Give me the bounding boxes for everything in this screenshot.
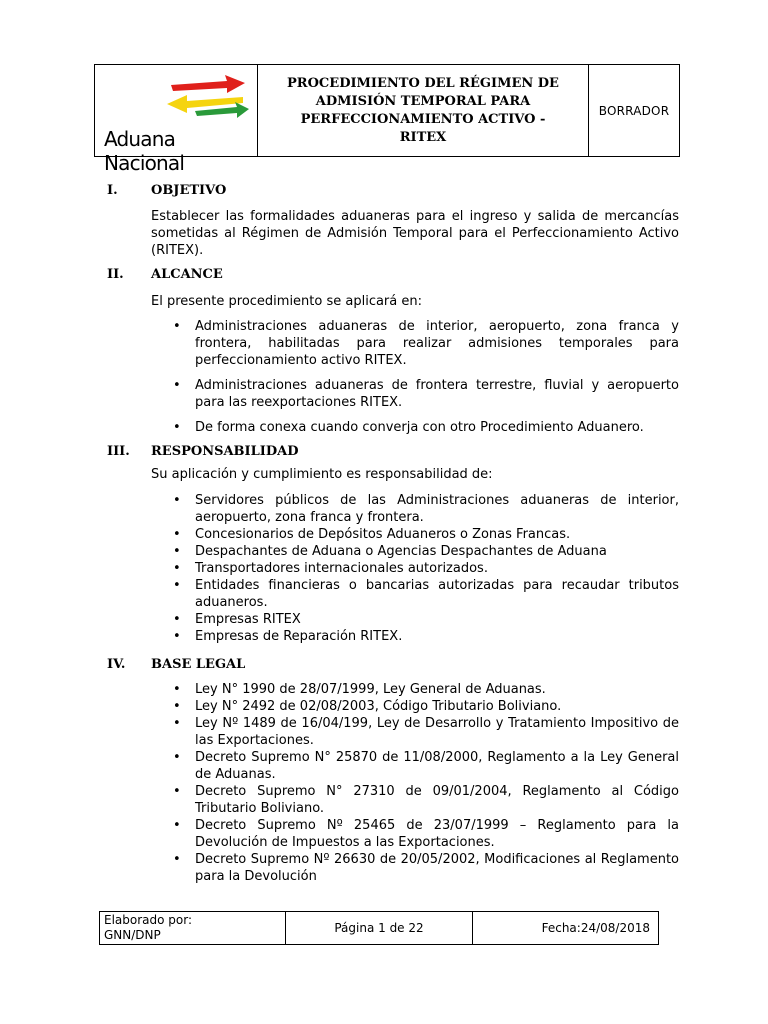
section-alcance-heading	[107, 265, 687, 283]
document-title: PROCEDIMIENTO DEL RÉGIMEN DE ADMISIÓN TEMPORAL PARA PERFECCIONAMIENTO ACTIVO - RITEX	[287, 75, 559, 145]
list-item: • Administraciones aduaneras de interior, aeropuerto, zona franca y frontera, habilitadas para realizar admisiones temporales para perfeccionamiento activo RITEX.	[171, 318, 679, 369]
document-date: Fecha:24/08/2018	[541, 921, 650, 935]
section-objetivo-heading	[107, 181, 687, 199]
list-item: • Decreto Supremo Nº 25465 de 23/07/1999 – Reglamento para la Devolución de Impuestos a las Exportaciones.	[171, 817, 679, 851]
document-header	[94, 64, 680, 175]
section-base-legal-heading	[107, 655, 687, 673]
section-title: ALCANCE	[151, 266, 223, 282]
section-number: II.	[107, 266, 124, 282]
section-number: III.	[107, 443, 130, 459]
list-item: • Entidades financieras o bancarias autorizadas para recaudar tributos aduaneros.	[171, 577, 679, 611]
list-item: • Decreto Supremo N° 27310 de 09/01/2004, Reglamento al Código Tributario Boliviano.	[171, 783, 679, 817]
document-footer	[99, 911, 659, 945]
arrows-logo-icon	[165, 71, 249, 123]
page-number: Página 1 de 22	[286, 912, 473, 944]
elaborado-label: Elaborado por:	[104, 913, 193, 927]
section-responsabilidad-heading	[107, 442, 687, 460]
list-item: • Transportadores internacionales autorizados.	[171, 560, 679, 577]
alcance-list	[171, 318, 679, 444]
aduana-logo	[95, 65, 258, 175]
responsabilidad-intro: Su aplicación y cumplimiento es responsabilidad de:	[151, 467, 493, 482]
document-status: BORRADOR	[598, 103, 670, 118]
list-item: • Concesionarios de Depósitos Aduaneros o Zonas Francas.	[171, 526, 679, 543]
list-item: • Decreto Supremo N° 25870 de 11/08/2000, Reglamento a la Ley General de Aduanas.	[171, 749, 679, 783]
list-item: • Decreto Supremo Nº 26630 de 20/05/2002, Modificaciones al Reglamento para la Devolución	[171, 851, 679, 885]
logo-wordmark: Aduana Nacional	[104, 127, 185, 175]
list-item: • Empresas RITEX	[171, 611, 679, 628]
base-legal-list	[171, 681, 679, 885]
section-title: RESPONSABILIDAD	[151, 443, 299, 459]
list-item: • Ley Nº 1489 de 16/04/199, Ley de Desarrollo y Tratamiento Impositivo de las Exportaciones.	[171, 715, 679, 749]
document-title-cell	[258, 65, 589, 156]
section-number: IV.	[107, 656, 126, 672]
list-item: • Administraciones aduaneras de frontera terrestre, fluvial y aeropuerto para las reexportaciones RITEX.	[171, 377, 679, 411]
list-item: • Servidores públicos de las Administraciones aduaneras de interior, aeropuerto, zona franca y frontera.	[171, 492, 679, 526]
list-item: • Ley N° 2492 de 02/08/2003, Código Tributario Boliviano.	[171, 698, 679, 715]
responsabilidad-list	[171, 492, 679, 645]
list-item: • Empresas de Reparación RITEX.	[171, 628, 679, 645]
list-item: • Despachantes de Aduana o Agencias Despachantes de Aduana	[171, 543, 679, 560]
objetivo-text: Establecer las formalidades aduaneras para el ingreso y salida de mercancías sometidas al Régimen de Admisión Temporal para el Perfeccionamiento Activo (RITEX).	[151, 209, 679, 258]
section-title: BASE LEGAL	[151, 656, 246, 672]
section-title: OBJETIVO	[151, 182, 227, 198]
list-item: • De forma conexa cuando converja con otro Procedimiento Aduanero.	[171, 419, 679, 436]
elaborado-value: GNN/DNP	[104, 928, 161, 942]
section-number: I.	[107, 182, 118, 198]
alcance-intro: El presente procedimiento se aplicará en:	[151, 294, 422, 309]
elaborado-cell	[100, 912, 286, 944]
list-item: • Ley N° 1990 de 28/07/1999, Ley General de Aduanas.	[171, 681, 679, 698]
